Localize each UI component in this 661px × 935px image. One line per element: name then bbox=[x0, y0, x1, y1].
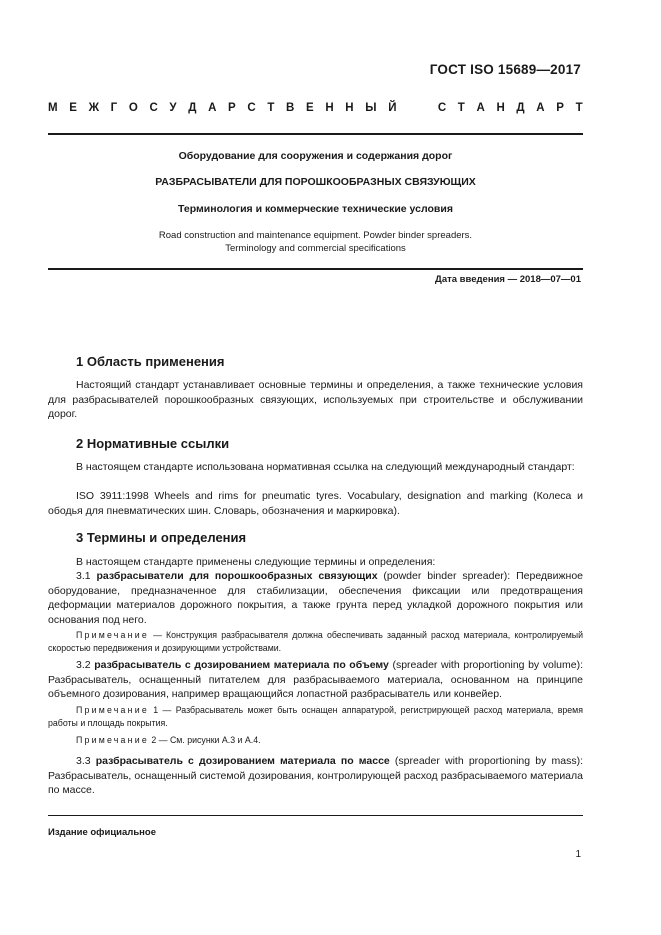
banner-letter: У bbox=[169, 102, 177, 114]
official-edition-label: Издание официальное bbox=[48, 827, 156, 838]
section-1-heading: 1 Область применения bbox=[76, 354, 225, 369]
term-3-1: 3.1 разбрасыватели для порошкообразных связующих (powder binder spreader): Передвижное оборудование, предназначенное для стабилизации, обеспечения фиксации или предотвращения деформации материалов дорожного покрытия, а также грунта перед укладкой дорожного покрытия или основания под него. bbox=[48, 570, 583, 626]
section-3-intro: В настоящем стандарте применены следующие термины и определения: bbox=[76, 556, 436, 568]
banner-letter: А bbox=[476, 102, 485, 114]
english-title bbox=[48, 229, 583, 255]
banner-letter: Р bbox=[556, 102, 564, 114]
term-3-2: 3.2 разбрасыватель с дозированием материала по объему (spreader with proportioning by volume): Разбрасыватель, оснащенный питателем для разбрасываемого материала, основанном на принципе объемного дозирования, например вращающийся лопастной разбрасыватель или конвейер. bbox=[48, 659, 584, 700]
banner-letter: Д bbox=[516, 102, 525, 114]
banner-letter: Й bbox=[388, 102, 397, 114]
section-3-heading: 3 Термины и определения bbox=[76, 530, 247, 545]
section-2-paragraph-1: В настоящем стандарте использована нормативная ссылка на следующий международный стандарт: bbox=[76, 461, 575, 473]
banner-letter: А bbox=[536, 102, 545, 114]
banner-letter: Т bbox=[457, 102, 465, 114]
header-divider bbox=[48, 133, 583, 135]
title-line-2: РАЗБРАСЫВАТЕЛИ ДЛЯ ПОРОШКООБРАЗНЫХ СВЯЗУЮЩИХ bbox=[155, 176, 476, 188]
title-line-1: Оборудование для сооружения и содержания дорог bbox=[178, 150, 453, 162]
banner-letter: Н bbox=[325, 102, 334, 114]
note-3-2-1: Примечание 1 — Разбрасыватель может быть оснащен аппаратурой, регистрирующей расход материала, время работы и площадь покрытия. bbox=[48, 705, 583, 728]
term-3-3-name: разбрасыватель с дозированием материала по массе bbox=[95, 755, 390, 767]
banner-letter: Е bbox=[69, 102, 77, 114]
english-title-line-1: Road construction and maintenance equipment. Powder binder spreaders. bbox=[158, 230, 473, 241]
banner-letter: Е bbox=[306, 102, 314, 114]
banner-letter: Ы bbox=[365, 102, 377, 114]
banner-letter: Ж bbox=[88, 102, 99, 114]
page-number: 1 bbox=[575, 849, 581, 860]
banner-letter: Д bbox=[188, 102, 197, 114]
section-2-reference: ISO 3911:1998 Wheels and rims for pneumatic tyres. Vocabulary, designation and marking (Колеса и ободья для пневматических шин. Словарь, обозначения и маркировка). bbox=[48, 490, 583, 517]
banner-letter: С bbox=[247, 102, 256, 114]
banner-letter: Т bbox=[575, 102, 583, 114]
footer-divider bbox=[48, 815, 583, 816]
term-3-3: 3.3 разбрасыватель с дозированием материала по массе (spreader with proportioning by mass): Разбрасыватель, оснащенный системой дозирования, контролирующей расход разбрасываемого материала по массе. bbox=[48, 755, 583, 796]
banner-letter: Т bbox=[267, 102, 275, 114]
banner-letter bbox=[408, 102, 411, 114]
english-title-line-2: Terminology and commercial specifications bbox=[225, 243, 406, 254]
banner-letter: Н bbox=[496, 102, 505, 114]
banner-letter: С bbox=[149, 102, 158, 114]
term-3-1-name: разбрасыватели для порошкообразных связующих bbox=[96, 570, 378, 582]
note-3-1: Примечание — Конструкция разбрасывателя должна обеспечивать заданный расход материала, контролируемый скоростью передвижения и дозирующими устройствами. bbox=[48, 630, 583, 653]
introduction-date: Дата введения — 2018—07—01 bbox=[435, 274, 581, 285]
term-3-2-name: разбрасыватель с дозированием материала по объему bbox=[94, 659, 389, 671]
note-3-2-2: Примечание 2 — См. рисунки А.3 и А.4. bbox=[76, 735, 261, 745]
banner-letter: М bbox=[48, 102, 58, 114]
banner-letter: Р bbox=[228, 102, 236, 114]
banner-letter: Н bbox=[345, 102, 354, 114]
section-1-paragraph: Настоящий стандарт устанавливает основные термины и определения, а также технические условия для разбрасывателей порошкообразных связующих, используемых при строительстве и обслуживании дорог. bbox=[48, 379, 583, 420]
banner-letter bbox=[423, 102, 426, 114]
interstate-standard-banner bbox=[48, 102, 583, 114]
document-code: ГОСТ ISO 15689—2017 bbox=[429, 62, 581, 77]
section-2-heading: 2 Нормативные ссылки bbox=[76, 436, 230, 451]
title-line-3: Терминология и коммерческие технические условия bbox=[178, 203, 453, 215]
banner-letter: С bbox=[437, 102, 447, 114]
banner-letter: А bbox=[208, 102, 217, 114]
banner-letter: О bbox=[128, 102, 138, 114]
banner-letter: В bbox=[286, 102, 295, 114]
banner-letter: Г bbox=[110, 102, 118, 114]
title-divider bbox=[48, 268, 583, 270]
